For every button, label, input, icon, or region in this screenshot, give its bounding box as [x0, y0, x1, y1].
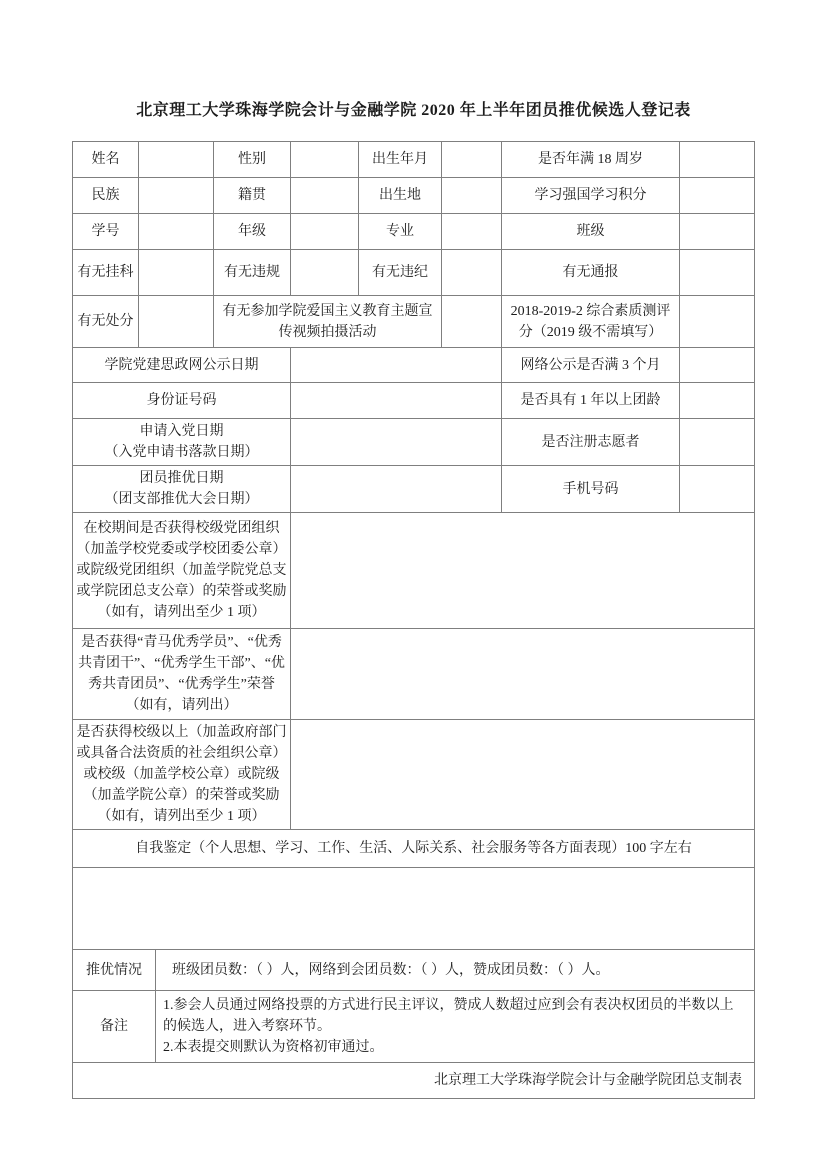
field-value-failed-course[interactable] [139, 250, 214, 296]
field-label-failed-course: 有无挂科 [73, 250, 139, 296]
field-value-birth-place[interactable] [442, 178, 502, 214]
field-value-volunteer[interactable] [680, 419, 755, 466]
row-apply-date [73, 419, 755, 466]
field-value-punishment[interactable] [139, 296, 214, 348]
question-school-league-honor: 在校期间是否获得校级党团组织（加盖学校党委或学校团委公章）或院级党团组织（加盖学院党总支或学院团总支公章）的荣誉或奖励（如有，请列出至少 1 项） [73, 513, 291, 629]
answer-above-school-honor[interactable] [291, 720, 755, 830]
tuiyou-status-label: 推优情况 [73, 950, 156, 991]
field-value-name[interactable] [139, 142, 214, 178]
row-id-number [73, 383, 755, 419]
field-value-xuexi-score[interactable] [680, 178, 755, 214]
row-conduct-2 [73, 296, 755, 348]
row-basic-2 [73, 178, 755, 214]
field-label-birth-place: 出生地 [359, 178, 442, 214]
answer-school-league-honor[interactable] [291, 513, 755, 629]
field-label-id-number: 身份证号码 [73, 383, 291, 419]
field-label-native-place: 籍贯 [214, 178, 291, 214]
row-conduct-1 [73, 250, 755, 296]
registration-form-table [72, 141, 755, 1099]
apply-date-line1: 申请入党日期 [139, 424, 224, 439]
field-label-class: 班级 [502, 214, 680, 250]
question-above-school-honor: 是否获得校级以上（加盖政府部门或具备合法资质的社会组织公章）或校级（加盖学校公章）或院级（加盖学院公章）的荣誉或奖励（如有，请列出至少 1 项） [73, 720, 291, 830]
tuiyou-date-line1: 团员推优日期 [139, 471, 224, 486]
field-value-discipline-violation[interactable] [442, 250, 502, 296]
field-label-quality-score: 2018-2019-2 综合素质测评分（2019 级不需填写） [502, 296, 680, 348]
field-label-phone: 手机号码 [502, 466, 680, 513]
field-value-notification[interactable] [680, 250, 755, 296]
field-label-punishment: 有无处分 [73, 296, 139, 348]
row-question-excellent-titles [73, 629, 755, 720]
field-label-discipline-violation: 有无违纪 [359, 250, 442, 296]
field-value-patriotic-video[interactable] [442, 296, 502, 348]
field-label-publicity-date: 学院党建思政网公示日期 [73, 348, 291, 383]
field-value-phone[interactable] [680, 466, 755, 513]
row-self-evaluation-header [73, 830, 755, 868]
field-label-age-18: 是否年满 18 周岁 [502, 142, 680, 178]
row-self-evaluation-answer [73, 868, 755, 950]
field-label-violation: 有无违规 [214, 250, 291, 296]
tuiyou-date-line2: （团支部推优大会日期） [104, 492, 259, 507]
remarks-line1: 1.参会人员通过网络投票的方式进行民主评议，赞成人数超过应到会有表决权团员的半数以上的候选人，进入考察环节。 [163, 998, 734, 1034]
row-tuiyou-date [73, 466, 755, 513]
form-title: 北京理工大学珠海学院会计与金融学院 2020 年上半年团员推优候选人登记表 [136, 102, 691, 119]
field-value-native-place[interactable] [291, 178, 359, 214]
field-label-birth-date: 出生年月 [359, 142, 442, 178]
field-label-name: 姓名 [73, 142, 139, 178]
field-value-violation[interactable] [291, 250, 359, 296]
field-label-apply-date [73, 419, 291, 466]
row-remarks [73, 991, 755, 1063]
field-value-student-id[interactable] [139, 214, 214, 250]
remarks-label: 备注 [73, 991, 156, 1063]
question-excellent-titles: 是否获得“青马优秀学员”、“优秀共青团干”、“优秀学生干部”、“优秀共青团员”、“优秀学生”荣誉（如有，请列出） [73, 629, 291, 720]
self-evaluation-answer[interactable] [73, 868, 755, 950]
answer-excellent-titles[interactable] [291, 629, 755, 720]
apply-date-line2: （入党申请书落款日期） [104, 445, 259, 460]
row-basic-1 [73, 142, 755, 178]
field-value-grade[interactable] [291, 214, 359, 250]
row-footer [73, 1063, 755, 1099]
field-label-ethnicity: 民族 [73, 178, 139, 214]
field-label-student-id: 学号 [73, 214, 139, 250]
field-label-xuexi-score: 学习强国学习积分 [502, 178, 680, 214]
field-label-major: 专业 [359, 214, 442, 250]
field-value-apply-date[interactable] [291, 419, 502, 466]
field-label-tuiyou-date [73, 466, 291, 513]
field-value-tuiyou-date[interactable] [291, 466, 502, 513]
field-value-gender[interactable] [291, 142, 359, 178]
field-value-league-age[interactable] [680, 383, 755, 419]
field-label-volunteer: 是否注册志愿者 [502, 419, 680, 466]
field-label-patriotic-video: 有无参加学院爱国主义教育主题宣传视频拍摄活动 [214, 296, 442, 348]
field-label-league-age: 是否具有 1 年以上团龄 [502, 383, 680, 419]
tuiyou-status-content: 班级团员数：（ ）人，网络到会团员数：（ ）人，赞成团员数：（ ）人。 [156, 950, 755, 991]
field-label-gender: 性别 [214, 142, 291, 178]
row-basic-3 [73, 214, 755, 250]
field-value-birth-date[interactable] [442, 142, 502, 178]
form-footer-maker: 北京理工大学珠海学院会计与金融学院团总支制表 [73, 1063, 755, 1099]
remarks-line2: 2.本表提交则默认为资格初审通过。 [163, 1040, 384, 1055]
field-value-ethnicity[interactable] [139, 178, 214, 214]
row-tuiyou-status [73, 950, 755, 991]
self-evaluation-header: 自我鉴定（个人思想、学习、工作、生活、人际关系、社会服务等各方面表现）100 字左右 [73, 830, 755, 868]
field-label-publicity-3-months: 网络公示是否满 3 个月 [502, 348, 680, 383]
field-value-quality-score[interactable] [680, 296, 755, 348]
field-value-age-18[interactable] [680, 142, 755, 178]
row-question-school-league-honor [73, 513, 755, 629]
field-value-major[interactable] [442, 214, 502, 250]
row-question-above-school-honor [73, 720, 755, 830]
row-publicity [73, 348, 755, 383]
field-value-class[interactable] [680, 214, 755, 250]
field-value-id-number[interactable] [291, 383, 502, 419]
remarks-content [156, 991, 755, 1063]
field-label-notification: 有无通报 [502, 250, 680, 296]
field-value-publicity-3-months[interactable] [680, 348, 755, 383]
field-label-grade: 年级 [214, 214, 291, 250]
field-value-publicity-date[interactable] [291, 348, 502, 383]
